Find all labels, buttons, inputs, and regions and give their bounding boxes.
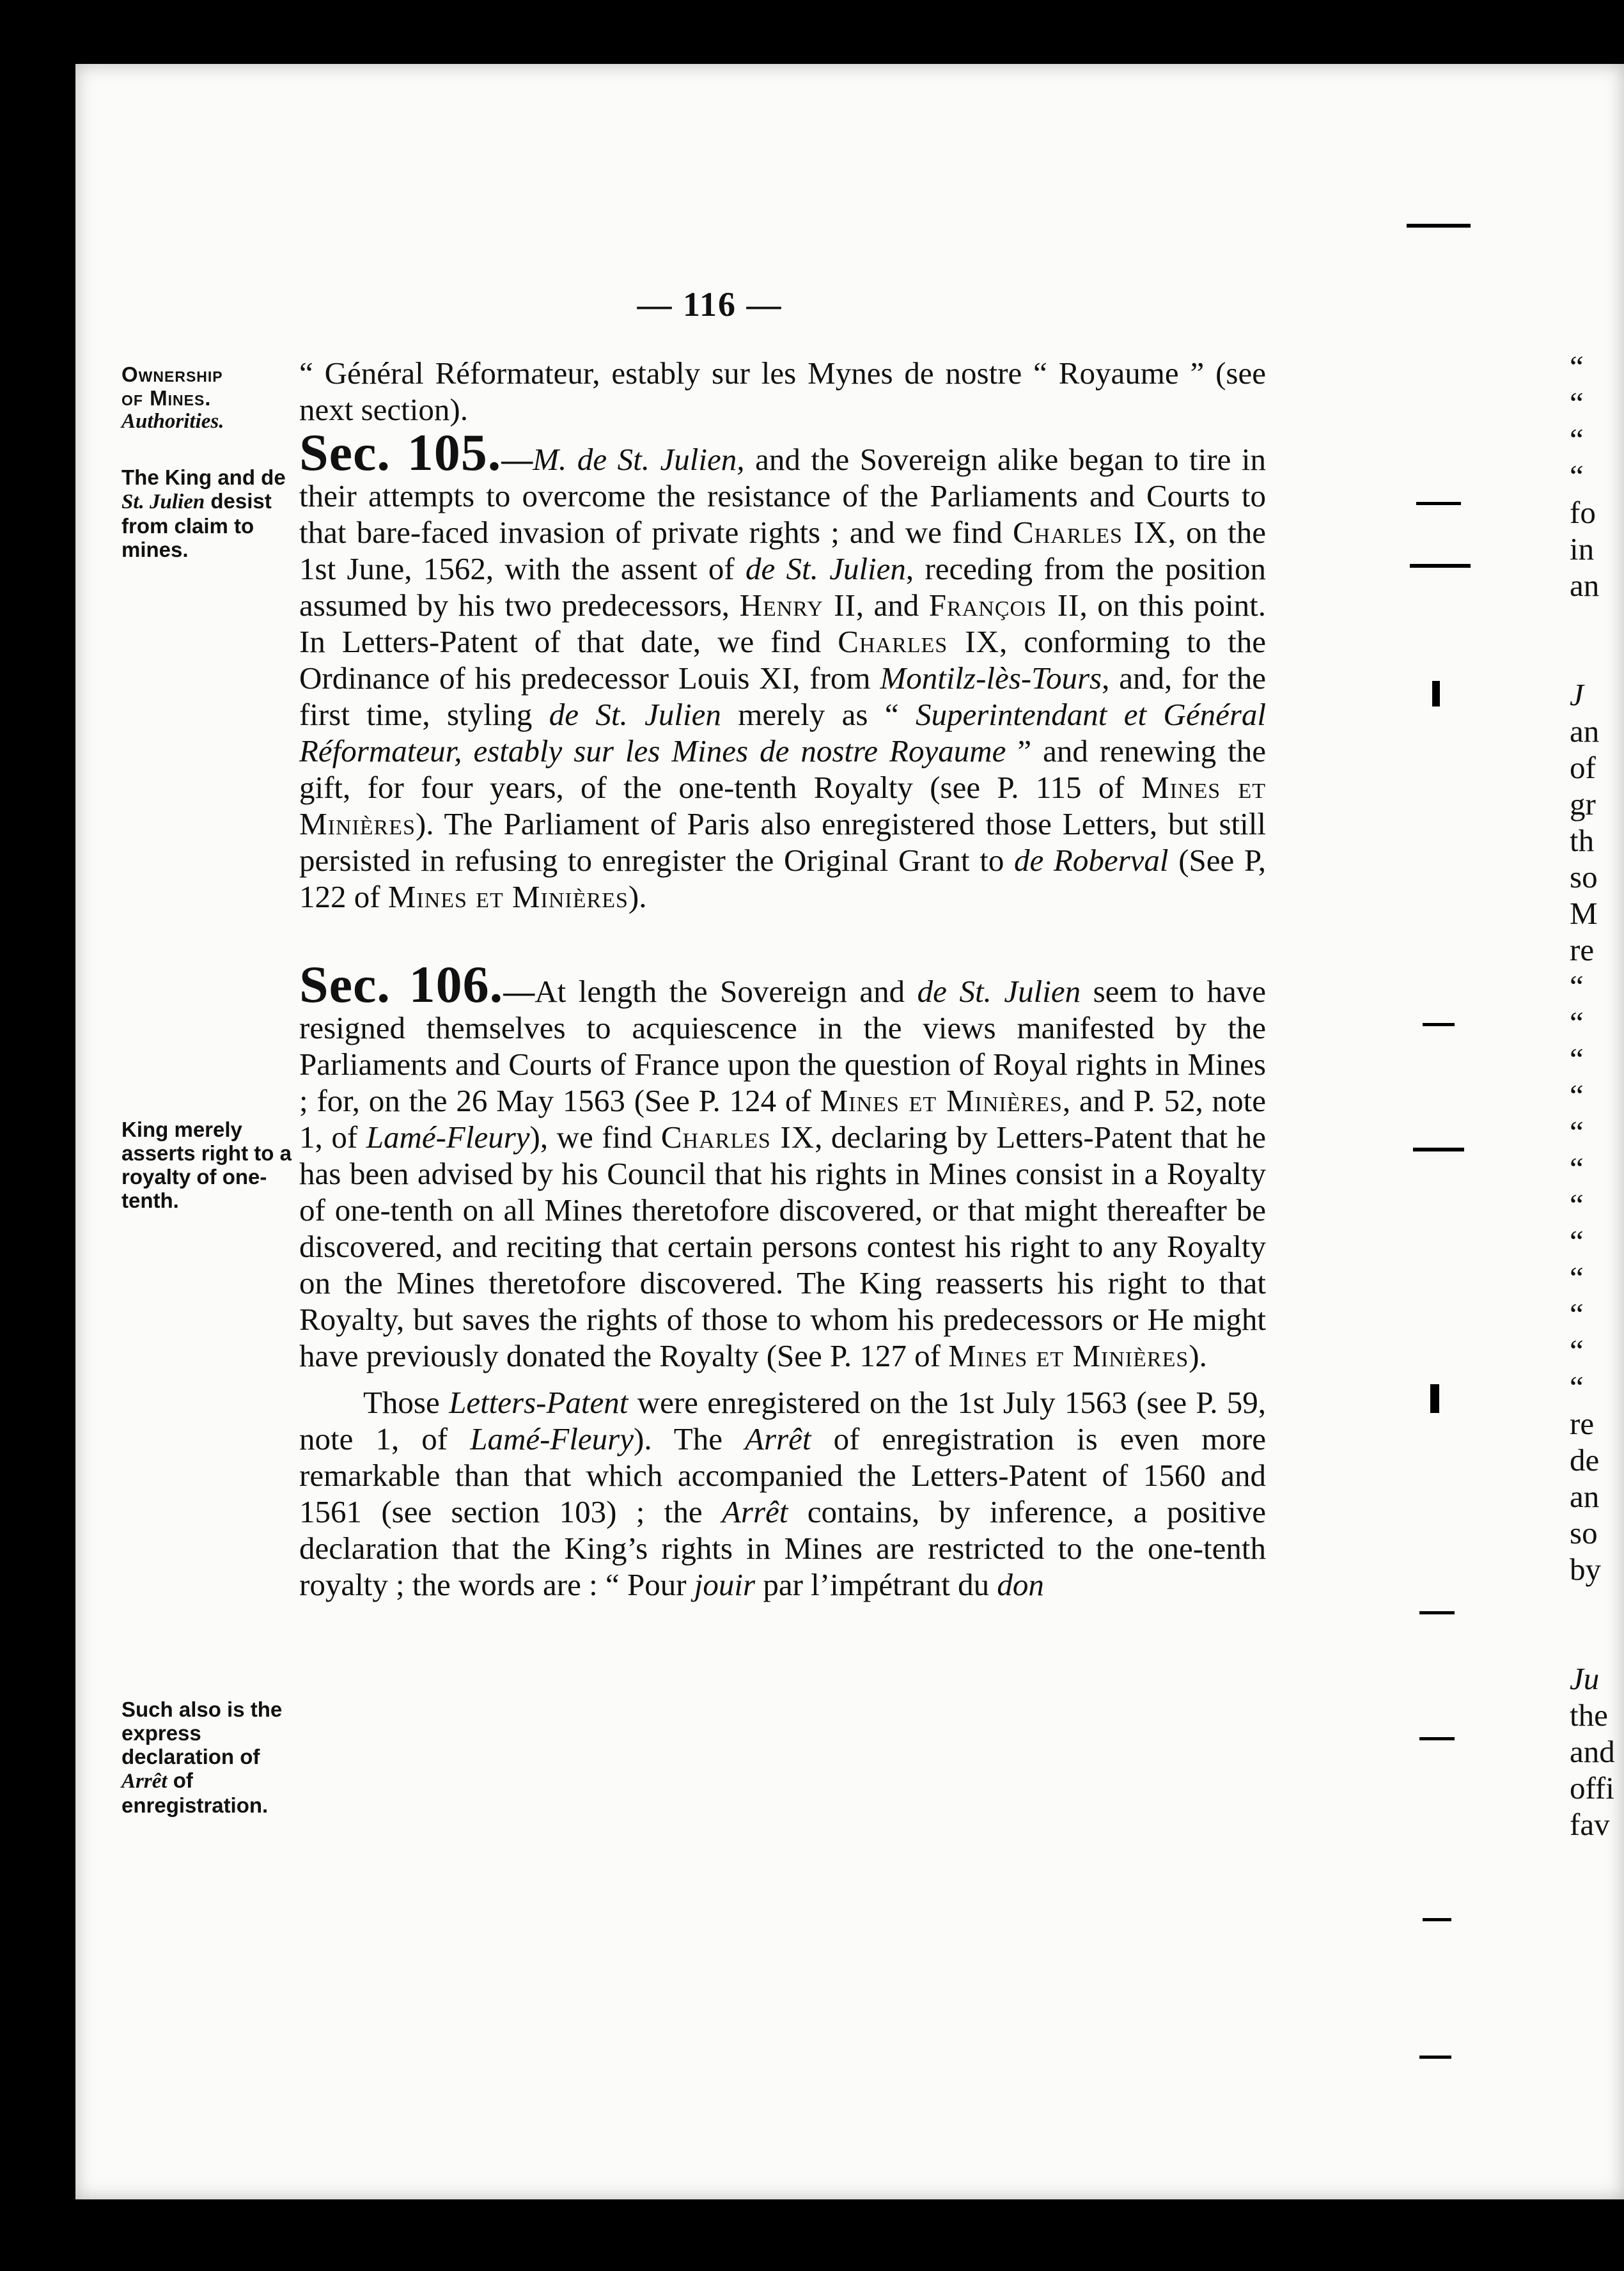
page-number: — 116 — xyxy=(637,285,783,324)
text-run: ), we find xyxy=(529,1120,661,1155)
fragment: “ xyxy=(1570,1187,1584,1222)
fragment: “ xyxy=(1570,1224,1584,1259)
fragment: fo xyxy=(1570,495,1596,530)
text-run: Arrêt xyxy=(745,1421,811,1456)
margin-note-arret xyxy=(121,1697,301,1817)
fragment: so xyxy=(1570,859,1598,894)
fragment: an xyxy=(1570,1479,1600,1514)
fragment: “ xyxy=(1570,1333,1584,1368)
text-run: jouir xyxy=(694,1567,756,1602)
gutter-mark xyxy=(1419,1737,1455,1740)
text-run: Montilz-lès-Tours xyxy=(880,660,1102,696)
text-run: , conforming to the Ordinance of his predecessor Louis XI, from xyxy=(299,624,1267,696)
body-text xyxy=(299,355,1266,1603)
fragment: “ xyxy=(1570,1297,1584,1332)
text-run: , and, for the first time, styling xyxy=(299,660,1266,732)
margin-note-text: de xyxy=(261,465,286,489)
text-run: ). The Parliament of Paris also enregistered those Letters, but still persisted in refusing to enregister the Original Grant to xyxy=(299,806,1266,878)
fragment: and xyxy=(1570,1734,1615,1769)
margin-note-line: Authorities. xyxy=(121,410,224,433)
text-run: Letters-Patent xyxy=(449,1385,629,1420)
text-run: ” and renewing the gift, for four years, of the one-tenth Royalty (see P. 115 of xyxy=(299,733,1266,805)
gutter-mark xyxy=(1407,224,1471,228)
fragment: an xyxy=(1570,568,1600,603)
text-run: , receding from the position assumed by his two predecessors, xyxy=(299,551,1266,623)
margin-note-text: Arrêt xyxy=(121,1770,168,1793)
text-run: de St. Julien xyxy=(917,974,1081,1009)
text-run: Charles IX xyxy=(838,624,999,659)
margin-note-text: desist from claim to mines. xyxy=(121,489,272,561)
fragment: M xyxy=(1570,896,1598,931)
text-run: par l’impétrant du xyxy=(755,1567,997,1602)
section-dash: — xyxy=(501,442,533,477)
fragment: “ xyxy=(1570,1260,1584,1295)
fragment: de xyxy=(1570,1442,1600,1478)
text-run: At length the Sovereign and xyxy=(535,974,917,1009)
text-run: , on the 1st June, 1562, with the assent of xyxy=(299,515,1266,586)
text-run: , declaring by Letters-Patent that he has been advised by his Council that his rights in Mines consist in a Royalty of one-tenth on all Mines theretofore discovered, or that might thereafter be discovered, and reciting that certain persons contest his right to any Royalty on the Mines theretofore discovered. The King reasserts his right to that Royalty, but saves the rights of those to whom his predecessors or He might have previously donated the Royalty (See P. 127 of xyxy=(299,1120,1266,1373)
text-run: Superintendant et Général Réformateur, estably sur les Mines de nostre Royaume xyxy=(299,697,1267,769)
fragment: of xyxy=(1570,750,1596,785)
text-run: merely as “ xyxy=(721,697,916,732)
gutter-mark xyxy=(1432,681,1440,706)
text-run: ). xyxy=(1189,1338,1207,1373)
gutter-mark xyxy=(1423,1023,1455,1026)
section-106 xyxy=(299,955,1267,1374)
text-run: don xyxy=(997,1567,1044,1602)
fragment: “ xyxy=(1570,1370,1584,1405)
text-run: and the Sovereign alike began to tire in their attempts to overcome the resistance of the Parliaments and Courts to that bare-faced invasion of private rights ; and we find xyxy=(299,442,1266,550)
margin-note-line: Ownership xyxy=(121,363,223,386)
text-run: Lamé-Fleury xyxy=(366,1120,530,1155)
text-run: , and P. 52, note 1, of xyxy=(299,1083,1267,1155)
fragment: “ xyxy=(1570,349,1584,384)
fragment: “ xyxy=(1570,386,1584,421)
text-run: contains, by inference, a positive declaration that the King’s rights in Mines are restricted to the one-tenth royalty ; the words are : “ Pour xyxy=(299,1494,1266,1602)
fragment: “ xyxy=(1570,422,1584,457)
margin-note-ownership xyxy=(121,363,301,433)
margin-note-text: King merely asserts right to a royalty of one-tenth. xyxy=(121,1118,292,1212)
fragment: re xyxy=(1570,932,1595,967)
fragment: re xyxy=(1570,1406,1595,1441)
section-dash: — xyxy=(503,974,535,1009)
fragment: J xyxy=(1570,677,1584,712)
section-105 xyxy=(299,423,1267,915)
text-run: , and xyxy=(855,588,929,623)
fragment: “ xyxy=(1570,969,1584,1004)
text-run: de Roberval xyxy=(1014,843,1169,878)
text-run: ). xyxy=(628,879,647,914)
text-run: de St. Julien xyxy=(549,697,721,732)
gutter-mark xyxy=(1419,2056,1451,2059)
text-run: (See P, 122 of xyxy=(299,843,1267,914)
fragment: “ xyxy=(1570,1151,1584,1186)
text-run: Mines et Minières xyxy=(820,1083,1063,1118)
text-run: Arrêt xyxy=(721,1494,788,1529)
fragment: fav xyxy=(1570,1807,1610,1842)
fragment: gr xyxy=(1570,786,1596,822)
gutter-mark xyxy=(1423,1918,1451,1921)
text-run: , on this point. In Letters-Patent of that date, we find xyxy=(299,588,1267,659)
section-heading: Sec. 106. xyxy=(299,955,504,1013)
text-run: Mines et Minières xyxy=(948,1338,1189,1373)
fragment: in xyxy=(1570,531,1595,566)
text-run: were enregistered on the 1st July 1563 (see P. 59, note 1, of xyxy=(299,1385,1267,1456)
paragraph-letters-patent xyxy=(299,1384,1266,1603)
gutter-mark xyxy=(1430,1384,1439,1413)
text-run: Those xyxy=(363,1385,449,1420)
fragment: the xyxy=(1570,1697,1608,1733)
text-run: Charles IX xyxy=(660,1120,815,1155)
fragment: “ xyxy=(1570,1114,1584,1150)
margin-note-text: The King and xyxy=(121,465,255,489)
fragment: th xyxy=(1570,823,1595,858)
fragment: an xyxy=(1570,714,1600,749)
fragment: so xyxy=(1570,1515,1598,1550)
text-run: Mines et Minières xyxy=(299,770,1266,841)
gutter-mark xyxy=(1419,1611,1455,1614)
margin-note-desist xyxy=(121,465,301,561)
margin-note-text: St. Julien xyxy=(121,490,205,513)
margin-note-royalty xyxy=(121,1118,301,1212)
text-run: François II xyxy=(928,588,1080,623)
text-run: seem to have resigned themselves to acquiescence in the views manifested by the Parliaments and Courts of France upon the question of Royal rights in Mines ; for, on the 26 May 1563 (See P. 124 of xyxy=(299,974,1266,1118)
text-run: of enregistration is even more remarkable than that which accompanied the Letters-Patent of 1560 and 1561 (see section 103) ; the xyxy=(299,1421,1266,1529)
gutter-mark xyxy=(1413,1148,1464,1151)
section-heading: Sec. 105. xyxy=(299,423,502,481)
text-run: M. de St. Julien, xyxy=(533,442,745,477)
text-run: ). The xyxy=(634,1421,746,1456)
margin-note-line: of Mines. xyxy=(121,386,212,410)
margin-note-text: Such also is the express declaration of xyxy=(121,1697,283,1768)
fragment: “ xyxy=(1570,1042,1584,1077)
facing-page-fragments xyxy=(1570,348,1624,1843)
fragment: “ xyxy=(1570,1005,1584,1040)
fragment: “ xyxy=(1570,1078,1584,1113)
gutter-mark xyxy=(1416,502,1461,505)
text-run: Mines et Minières xyxy=(387,879,629,914)
fragment: by xyxy=(1570,1552,1601,1587)
text-run: de St. Julien xyxy=(746,551,906,586)
text-run: Henry II xyxy=(739,588,856,623)
text-run: Lamé-Fleury xyxy=(470,1421,634,1456)
margin-note-text: of enregistration. xyxy=(121,1768,269,1817)
opening-paragraph: “ Général Réformateur, estably sur les Mynes de nostre “ Royaume ” (see next section). xyxy=(299,355,1266,427)
text-run: Charles IX xyxy=(1012,515,1168,550)
fragment: Ju xyxy=(1570,1661,1600,1696)
fragment: “ xyxy=(1570,458,1584,494)
gutter-mark xyxy=(1410,564,1471,568)
fragment: offi xyxy=(1570,1770,1614,1806)
